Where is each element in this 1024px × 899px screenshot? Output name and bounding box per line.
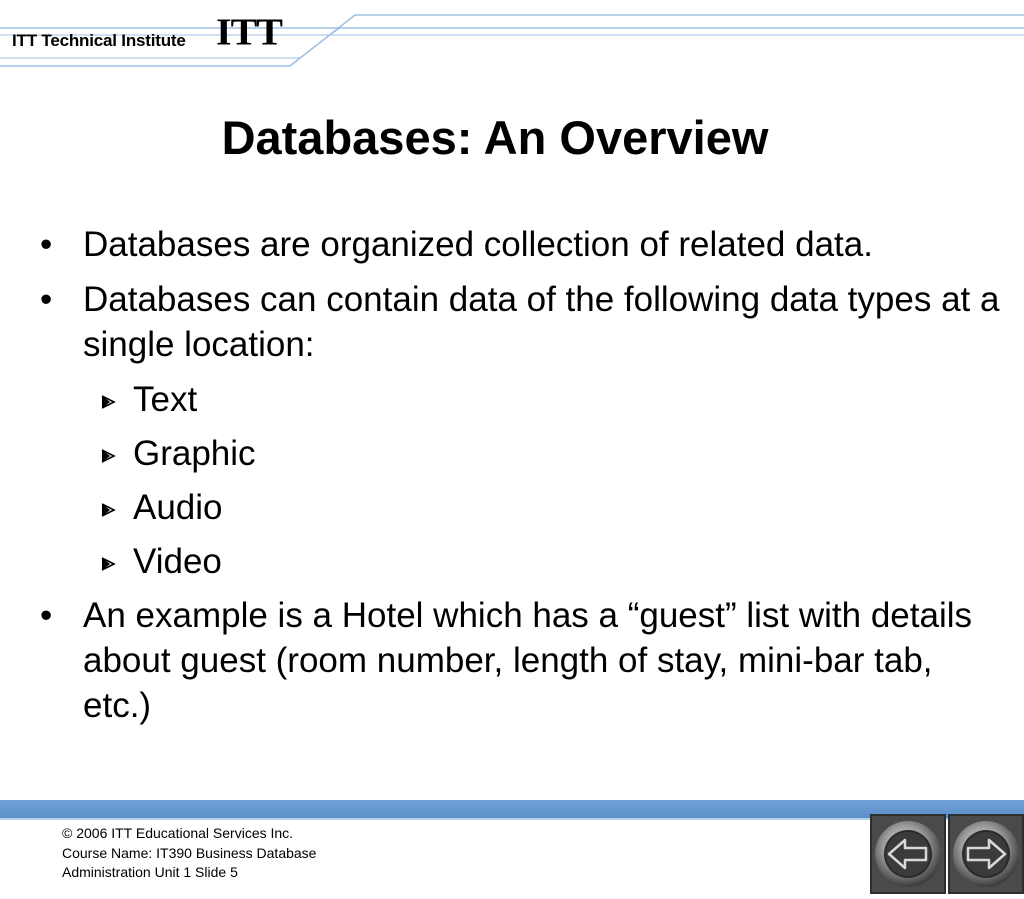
arrow-right-icon <box>948 814 1024 894</box>
bullet-text: Databases are organized collection of related data. <box>83 225 873 264</box>
bullet-text: Databases can contain data of the following data types at a single location: <box>83 280 1000 364</box>
arrowhead-bullet-icon <box>98 392 120 412</box>
itt-logo: ITT <box>216 10 282 53</box>
bullet-text: An example is a Hotel which has a “guest” list with details about guest (room number, length of stay, mini-bar tab, etc.) <box>83 596 973 725</box>
sub-bullet-text: Audio <box>133 488 223 527</box>
brand-name: ITT Technical Institute <box>12 31 186 50</box>
arrowhead-bullet-icon <box>98 446 120 466</box>
footer-line-3: Administration Unit 1 Slide 5 <box>62 864 238 880</box>
bullet-item <box>40 593 1000 728</box>
footer-copyright <box>62 824 316 883</box>
bullet-dot-icon: • <box>40 280 53 319</box>
sub-bullet-text: Graphic <box>133 434 256 473</box>
previous-slide-button[interactable] <box>870 814 946 894</box>
sub-bullet-item <box>40 539 1000 584</box>
sub-bullet-item <box>40 431 1000 476</box>
slide-content <box>40 222 1000 738</box>
arrow-left-icon <box>870 814 946 894</box>
bullet-dot-icon: • <box>40 596 53 635</box>
sub-bullet-text: Video <box>133 542 222 581</box>
arrowhead-bullet-icon <box>98 500 120 520</box>
bullet-item <box>40 222 1000 267</box>
footer-line-2: Course Name: IT390 Business Database <box>62 844 317 861</box>
slide-title: Databases: An Overview <box>221 111 769 164</box>
sub-bullet-text: Text <box>133 380 198 419</box>
slide-header <box>0 0 1024 75</box>
footer-line-1: © 2006 ITT Educational Services Inc. <box>62 825 294 841</box>
bullet-item <box>40 277 1000 367</box>
next-slide-button[interactable] <box>948 814 1024 894</box>
bullet-dot-icon: • <box>40 225 53 264</box>
arrowhead-bullet-icon <box>98 554 120 574</box>
sub-bullet-item <box>40 377 1000 422</box>
sub-bullet-item <box>40 485 1000 530</box>
